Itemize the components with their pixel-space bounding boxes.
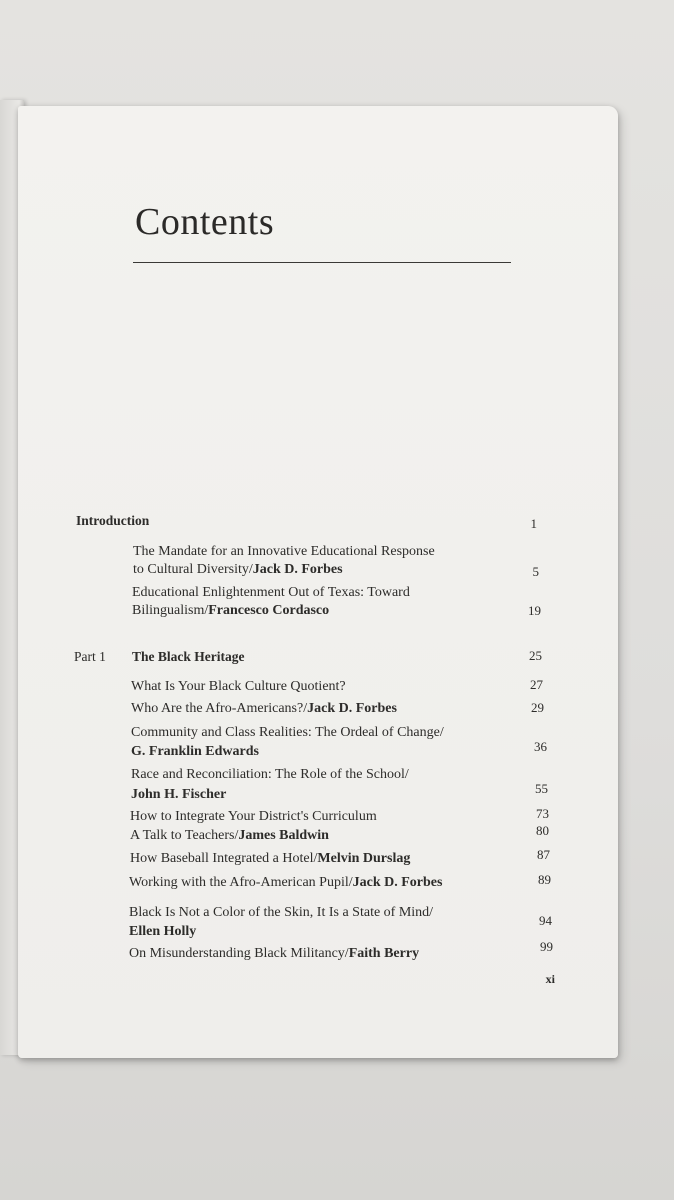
page-number: 1 <box>530 516 537 531</box>
toc-entry-author: Jack D. Forbes <box>252 562 343 577</box>
toc-entry-author: James Baldwin <box>238 828 329 843</box>
toc-entry <box>129 874 442 892</box>
part-label: Part 1 <box>74 649 106 664</box>
page-number: 73 <box>536 806 549 821</box>
toc-entry-title: Bilingualism/ <box>132 603 209 618</box>
page-title: Contents <box>135 201 275 243</box>
toc-entry-author: John H. Fischer <box>131 787 227 802</box>
toc-entry-title: On Misunderstanding Black Militancy/ <box>129 946 349 961</box>
toc-entry-author: Ellen Holly <box>129 924 197 939</box>
page-number: 19 <box>528 603 541 618</box>
page-number: 27 <box>530 677 543 692</box>
page-number: 94 <box>539 913 552 928</box>
page-number: 5 <box>532 564 539 579</box>
part-title: The Black Heritage <box>132 649 245 664</box>
section-introduction: Introduction <box>76 513 150 528</box>
toc-entry-author: Francesco Cordasco <box>208 603 330 618</box>
page-number: 55 <box>535 781 548 796</box>
toc-entry-author: Jack D. Forbes <box>307 701 397 716</box>
folio-page-number: xi <box>545 972 555 986</box>
toc-entry-line2 <box>132 602 329 620</box>
toc-entry <box>129 945 419 963</box>
toc-entry-title: How to Integrate Your District's Curriculum <box>130 809 377 824</box>
toc-entry-line2 <box>133 561 343 579</box>
toc-entry <box>131 700 397 718</box>
toc-entry-title: Community and Class Realities: The Ordeal of Change/ <box>131 725 444 740</box>
toc-entry-author: Melvin Durslag <box>317 851 411 866</box>
toc-entry-author: Faith Berry <box>348 946 420 961</box>
toc-entry-title: What Is Your Black Culture Quotient? <box>131 679 346 694</box>
toc-entry-title: Who Are the Afro-Americans?/ <box>131 701 308 716</box>
toc-entry-title: Black Is Not a Color of the Skin, It Is a State of Mind/ <box>129 905 434 920</box>
toc-entry-title: The Mandate for an Innovative Educational Response <box>133 544 435 559</box>
toc-entry-title: How Baseball Integrated a Hotel/ <box>130 851 318 866</box>
page-number: 99 <box>540 939 553 954</box>
page-number: 25 <box>529 648 542 663</box>
page-number: 80 <box>536 823 549 838</box>
toc-entry-author: G. Franklin Edwards <box>131 744 259 759</box>
toc-entry-title: Race and Reconciliation: The Role of the School/ <box>131 767 409 782</box>
page-number: 29 <box>531 700 544 715</box>
page-number: 89 <box>538 872 551 887</box>
page-number: 36 <box>534 739 547 754</box>
toc-entry-title: to Cultural Diversity/ <box>133 562 253 577</box>
title-rule <box>133 262 511 263</box>
toc-entry <box>130 827 329 845</box>
toc-entry <box>130 850 410 868</box>
page-number: 87 <box>537 847 550 862</box>
toc-entry-title: Working with the Afro-American Pupil/ <box>129 875 353 890</box>
toc-entry-author: Jack D. Forbes <box>352 875 443 890</box>
toc-entry-title: Educational Enlightenment Out of Texas: Toward <box>132 585 410 600</box>
toc-entry-title: A Talk to Teachers/ <box>130 828 239 843</box>
